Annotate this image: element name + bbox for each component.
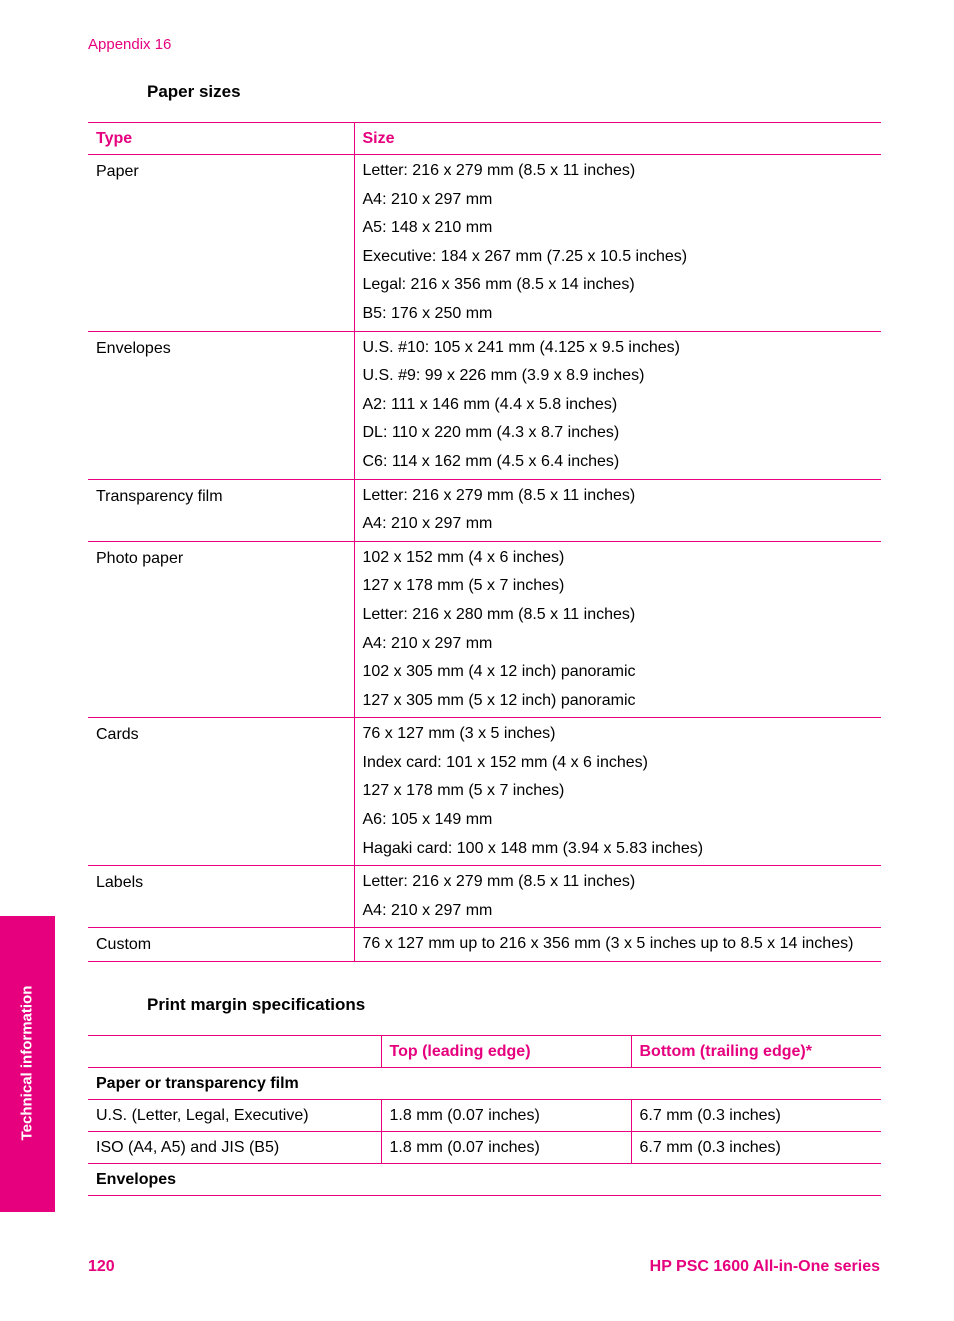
page-number: 120 [88,1258,115,1275]
size-entry: 76 x 127 mm up to 216 x 356 mm (3 x 5 inches up to 8.5 x 14 inches) [362,935,854,953]
size-entry: 127 x 178 mm (5 x 7 inches) [362,782,565,800]
table-row [88,541,881,718]
page-header: Appendix 16 [88,36,172,53]
size-cell [354,718,881,866]
column-header-bottom: Bottom (trailing edge)* [631,1036,881,1068]
type-cell: Cards [96,726,139,744]
table-header-row [88,123,881,155]
size-entry: Letter: 216 x 279 mm (8.5 x 11 inches) [362,162,636,179]
size-entry: Letter: 216 x 279 mm (8.5 x 11 inches) [362,873,636,891]
media-cell: U.S. (Letter, Legal, Executive) [96,1107,309,1124]
size-entry: U.S. #9: 99 x 226 mm (3.9 x 8.9 inches) [362,367,645,385]
print-margins-title: Print margin specifications [147,995,366,1014]
table-row [88,479,881,541]
side-tab-label: Technical information [18,985,36,1141]
type-cell: Paper [96,163,139,180]
type-cell: Envelopes [96,339,171,357]
table-row [88,1132,881,1164]
size-entry: DL: 110 x 220 mm (4.3 x 8.7 inches) [362,424,620,442]
size-entry: A4: 210 x 297 mm [362,901,493,919]
size-cell [354,155,881,332]
column-header-type: Type [96,130,133,147]
size-entry: Index card: 101 x 152 mm (4 x 6 inches) [362,753,648,771]
table-row [88,866,881,928]
size-entry: A6: 105 x 149 mm [362,811,493,829]
size-cell [354,866,881,928]
size-entry: B5: 176 x 250 mm [362,304,493,322]
table-row [88,331,881,479]
column-header-blank [88,1036,381,1068]
size-entry: Executive: 184 x 267 mm (7.25 x 10.5 inches) [362,247,688,265]
size-cell [354,541,881,718]
size-entry: 102 x 305 mm (4 x 12 inch) panoramic [362,663,636,681]
size-entry: A5: 148 x 210 mm [362,219,493,237]
type-cell: Custom [96,936,152,954]
table-row [88,928,881,962]
size-entry: Legal: 216 x 356 mm (8.5 x 14 inches) [362,276,635,294]
size-entry: C6: 114 x 162 mm (4.5 x 6.4 inches) [362,452,620,470]
top-margin-cell: 1.8 mm (0.07 inches) [381,1132,631,1164]
size-entry: Hagaki card: 100 x 148 mm (3.94 x 5.83 inches) [362,839,704,857]
type-cell: Transparency film [96,487,223,505]
size-entry: 102 x 152 mm (4 x 6 inches) [362,548,565,566]
paper-sizes-body [88,155,881,962]
size-entry: A2: 111 x 146 mm (4.4 x 5.8 inches) [362,395,618,413]
size-entry: Letter: 216 x 279 mm (8.5 x 11 inches) [362,486,636,504]
footer-product: HP PSC 1600 All-in-One series [649,1258,880,1275]
paper-sizes-title: Paper sizes [147,82,241,101]
size-entry: 127 x 305 mm (5 x 12 inch) panoramic [362,691,636,709]
group-row-envelopes [88,1164,881,1196]
size-entry: U.S. #10: 105 x 241 mm (4.125 x 9.5 inches) [362,338,680,356]
table-row [88,718,881,866]
table-row [88,1100,881,1132]
column-header-top: Top (leading edge) [381,1036,631,1068]
table-header-row [88,1036,881,1068]
size-cell [354,331,881,479]
table-row [88,155,881,332]
group-label: Paper or transparency film [96,1075,299,1092]
media-cell: ISO (A4, A5) and JIS (B5) [96,1139,280,1156]
type-cell: Photo paper [96,549,184,567]
group-label: Envelopes [96,1171,177,1188]
size-cell [354,928,881,962]
bottom-margin-cell: 6.7 mm (0.3 inches) [631,1100,881,1132]
type-cell: Labels [96,874,144,892]
group-row-paper [88,1068,881,1100]
top-margin-cell: 1.8 mm (0.07 inches) [381,1100,631,1132]
paper-sizes-table [88,122,881,962]
size-entry: A4: 210 x 297 mm [362,515,493,533]
column-header-size: Size [354,123,881,155]
size-cell [354,479,881,541]
size-entry: A4: 210 x 297 mm [362,190,493,208]
print-margins-table [88,1035,881,1196]
bottom-margin-cell: 6.7 mm (0.3 inches) [631,1132,881,1164]
size-entry: Letter: 216 x 280 mm (8.5 x 11 inches) [362,605,636,623]
size-entry: 76 x 127 mm (3 x 5 inches) [362,725,556,743]
size-entry: A4: 210 x 297 mm [362,634,493,652]
size-entry: 127 x 178 mm (5 x 7 inches) [362,577,565,595]
